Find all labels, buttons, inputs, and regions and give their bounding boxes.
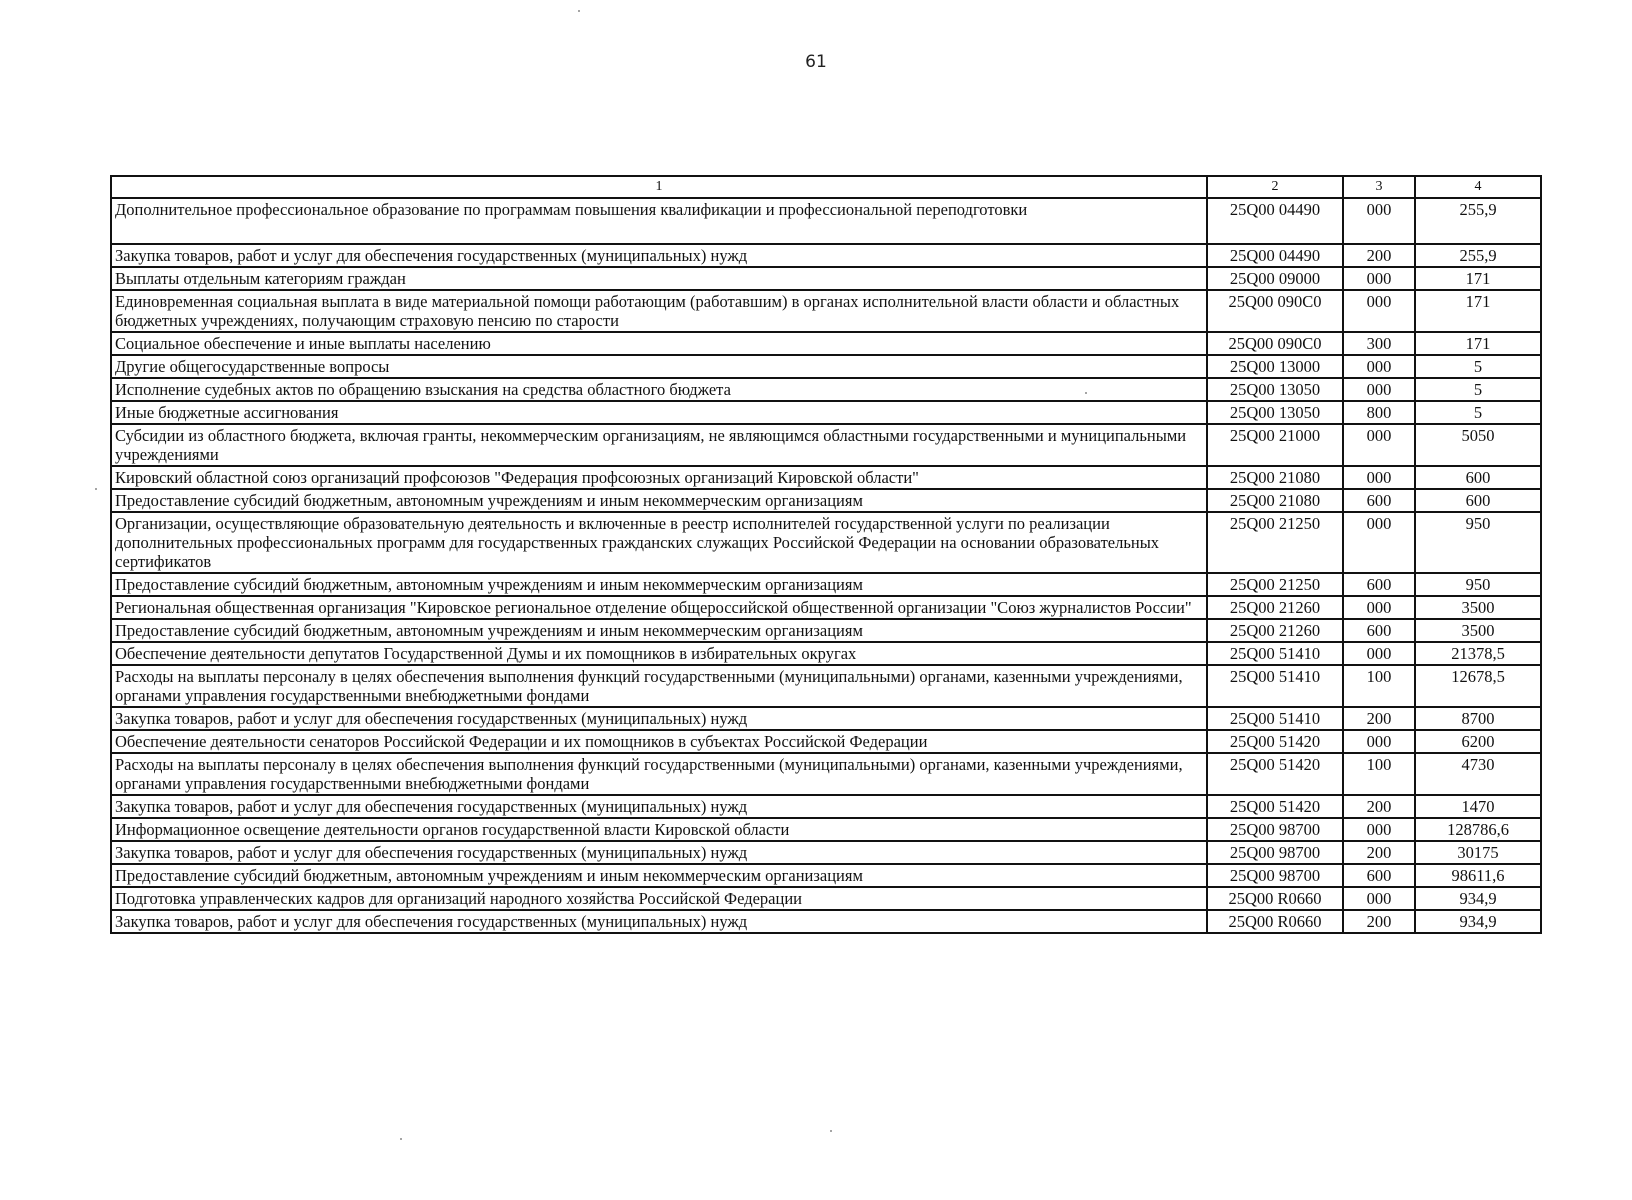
row-type-cell: 100 [1343,753,1415,795]
table-row [111,424,1541,466]
row-code-cell: 25Q00 98700 [1207,818,1343,841]
table-row [111,864,1541,887]
row-sum-cell: 30175 [1415,841,1541,864]
page-number: 61 [805,52,827,72]
row-code-cell: 25Q00 51410 [1207,642,1343,665]
table-row [111,619,1541,642]
row-sum-cell: 5 [1415,378,1541,401]
row-name-cell: Организации, осуществляющие образовательную деятельность и включенные в реестр исполнителей государственной услуги по реализации дополнительных профессиональных программ для государственных гражданских служащих Российской Федерации на основании образовательных сертификатов [111,512,1207,573]
scan-speck [830,1130,832,1132]
row-name-cell: Исполнение судебных актов по обращению взыскания на средства областного бюджета [111,378,1207,401]
row-type-cell: 100 [1343,665,1415,707]
row-code-cell: 25Q00 51410 [1207,665,1343,707]
row-type-cell: 600 [1343,619,1415,642]
row-code-cell: 25Q00 21250 [1207,512,1343,573]
table-row [111,489,1541,512]
budget-table [110,175,1542,934]
table-row [111,573,1541,596]
row-type-cell: 000 [1343,887,1415,910]
row-name-cell: Выплаты отдельным категориям граждан [111,267,1207,290]
row-code-cell: 25Q00 21080 [1207,489,1343,512]
row-sum-cell: 255,9 [1415,244,1541,267]
row-sum-cell: 171 [1415,267,1541,290]
table-row [111,887,1541,910]
table-row [111,841,1541,864]
row-sum-cell: 171 [1415,332,1541,355]
row-name-cell: Социальное обеспечение и иные выплаты населению [111,332,1207,355]
table-row [111,290,1541,332]
row-name-cell: Информационное освещение деятельности органов государственной власти Кировской области [111,818,1207,841]
row-sum-cell: 934,9 [1415,887,1541,910]
scan-speck [95,488,97,490]
row-code-cell: 25Q00 04490 [1207,198,1343,244]
row-name-cell: Расходы на выплаты персоналу в целях обеспечения выполнения функций государственными (муниципальными) органами, казенными учреждениями, органами управления государственными внебюджетными фондами [111,753,1207,795]
row-code-cell: 25Q00 21000 [1207,424,1343,466]
row-code-cell: 25Q00 09000 [1207,267,1343,290]
table-row [111,642,1541,665]
row-code-cell: 25Q00 04490 [1207,244,1343,267]
header-col-2: 2 [1207,176,1343,198]
row-name-cell: Закупка товаров, работ и услуг для обеспечения государственных (муниципальных) нужд [111,244,1207,267]
table-row [111,730,1541,753]
header-col-3: 3 [1343,176,1415,198]
row-code-cell: 25Q00 13050 [1207,401,1343,424]
row-sum-cell: 3500 [1415,596,1541,619]
row-name-cell: Региональная общественная организация "Кировское региональное отделение общероссийской общественной организации "Союз журналистов России" [111,596,1207,619]
row-sum-cell: 600 [1415,489,1541,512]
row-type-cell: 200 [1343,910,1415,933]
row-type-cell: 200 [1343,841,1415,864]
row-code-cell: 25Q00 R0660 [1207,910,1343,933]
row-code-cell: 25Q00 13050 [1207,378,1343,401]
table-row [111,332,1541,355]
row-name-cell: Другие общегосударственные вопросы [111,355,1207,378]
row-type-cell: 000 [1343,267,1415,290]
row-type-cell: 000 [1343,730,1415,753]
row-sum-cell: 128786,6 [1415,818,1541,841]
row-code-cell: 25Q00 51420 [1207,753,1343,795]
row-name-cell: Предоставление субсидий бюджетным, автономным учреждениям и иным некоммерческим организациям [111,619,1207,642]
row-type-cell: 600 [1343,864,1415,887]
row-name-cell: Закупка товаров, работ и услуг для обеспечения государственных (муниципальных) нужд [111,841,1207,864]
row-type-cell: 300 [1343,332,1415,355]
row-code-cell: 25Q00 98700 [1207,841,1343,864]
row-code-cell: 25Q00 090C0 [1207,290,1343,332]
row-type-cell: 000 [1343,466,1415,489]
row-sum-cell: 12678,5 [1415,665,1541,707]
row-type-cell: 000 [1343,424,1415,466]
row-code-cell: 25Q00 98700 [1207,864,1343,887]
row-name-cell: Закупка товаров, работ и услуг для обеспечения государственных (муниципальных) нужд [111,795,1207,818]
table-row [111,267,1541,290]
row-code-cell: 25Q00 090C0 [1207,332,1343,355]
row-name-cell: Иные бюджетные ассигнования [111,401,1207,424]
table-row [111,512,1541,573]
row-name-cell: Обеспечение деятельности сенаторов Российской Федерации и их помощников в субъектах Российской Федерации [111,730,1207,753]
row-name-cell: Предоставление субсидий бюджетным, автономным учреждениям и иным некоммерческим организациям [111,573,1207,596]
row-name-cell: Кировский областной союз организаций профсоюзов "Федерация профсоюзных организаций Кировской области" [111,466,1207,489]
header-col-1: 1 [111,176,1207,198]
table-row [111,795,1541,818]
row-type-cell: 600 [1343,489,1415,512]
row-type-cell: 200 [1343,244,1415,267]
row-code-cell: 25Q00 21260 [1207,596,1343,619]
row-name-cell: Предоставление субсидий бюджетным, автономным учреждениям и иным некоммерческим организациям [111,489,1207,512]
row-type-cell: 600 [1343,573,1415,596]
row-type-cell: 000 [1343,378,1415,401]
row-type-cell: 000 [1343,290,1415,332]
row-sum-cell: 4730 [1415,753,1541,795]
row-sum-cell: 98611,6 [1415,864,1541,887]
row-sum-cell: 934,9 [1415,910,1541,933]
row-type-cell: 000 [1343,355,1415,378]
table-row [111,466,1541,489]
table-row [111,244,1541,267]
table-row [111,910,1541,933]
row-code-cell: 25Q00 13000 [1207,355,1343,378]
table-row [111,378,1541,401]
table-body [111,198,1541,933]
row-type-cell: 200 [1343,795,1415,818]
table-row [111,753,1541,795]
header-col-4: 4 [1415,176,1541,198]
row-sum-cell: 600 [1415,466,1541,489]
table-row [111,401,1541,424]
table-row [111,707,1541,730]
row-name-cell: Закупка товаров, работ и услуг для обеспечения государственных (муниципальных) нужд [111,910,1207,933]
row-sum-cell: 3500 [1415,619,1541,642]
row-code-cell: 25Q00 R0660 [1207,887,1343,910]
row-name-cell: Предоставление субсидий бюджетным, автономным учреждениям и иным некоммерческим организациям [111,864,1207,887]
row-type-cell: 800 [1343,401,1415,424]
row-type-cell: 000 [1343,818,1415,841]
row-sum-cell: 950 [1415,512,1541,573]
row-sum-cell: 8700 [1415,707,1541,730]
scan-speck [400,1138,402,1140]
row-code-cell: 25Q00 51420 [1207,795,1343,818]
row-sum-cell: 6200 [1415,730,1541,753]
row-name-cell: Субсидии из областного бюджета, включая гранты, некоммерческим организациям, не являющимся областными государственными и муниципальными учреждениями [111,424,1207,466]
table-row [111,355,1541,378]
table-row [111,818,1541,841]
row-sum-cell: 5 [1415,401,1541,424]
row-type-cell: 000 [1343,642,1415,665]
row-sum-cell: 255,9 [1415,198,1541,244]
row-name-cell: Обеспечение деятельности депутатов Государственной Думы и их помощников в избирательных округах [111,642,1207,665]
scan-speck [1085,392,1087,394]
row-type-cell: 200 [1343,707,1415,730]
row-sum-cell: 21378,5 [1415,642,1541,665]
row-name-cell: Закупка товаров, работ и услуг для обеспечения государственных (муниципальных) нужд [111,707,1207,730]
table-row [111,198,1541,244]
table-row [111,665,1541,707]
row-name-cell: Дополнительное профессиональное образование по программам повышения квалификации и профессиональной переподготовки [111,198,1207,244]
row-type-cell: 000 [1343,198,1415,244]
row-name-cell: Подготовка управленческих кадров для организаций народного хозяйства Российской Федерации [111,887,1207,910]
row-sum-cell: 171 [1415,290,1541,332]
row-sum-cell: 1470 [1415,795,1541,818]
row-type-cell: 000 [1343,512,1415,573]
row-sum-cell: 5 [1415,355,1541,378]
table-header-row [111,176,1541,198]
row-code-cell: 25Q00 51410 [1207,707,1343,730]
row-type-cell: 000 [1343,596,1415,619]
row-code-cell: 25Q00 21250 [1207,573,1343,596]
row-name-cell: Расходы на выплаты персоналу в целях обеспечения выполнения функций государственными (муниципальными) органами, казенными учреждениями, органами управления государственными внебюджетными фондами [111,665,1207,707]
scan-speck [578,10,580,12]
row-code-cell: 25Q00 51420 [1207,730,1343,753]
row-name-cell: Единовременная социальная выплата в виде материальной помощи работающим (работавшим) в органах исполнительной власти области и областных бюджетных учреждениях, получающим страховую пенсию по старости [111,290,1207,332]
row-sum-cell: 950 [1415,573,1541,596]
table-row [111,596,1541,619]
row-sum-cell: 5050 [1415,424,1541,466]
row-code-cell: 25Q00 21080 [1207,466,1343,489]
row-code-cell: 25Q00 21260 [1207,619,1343,642]
